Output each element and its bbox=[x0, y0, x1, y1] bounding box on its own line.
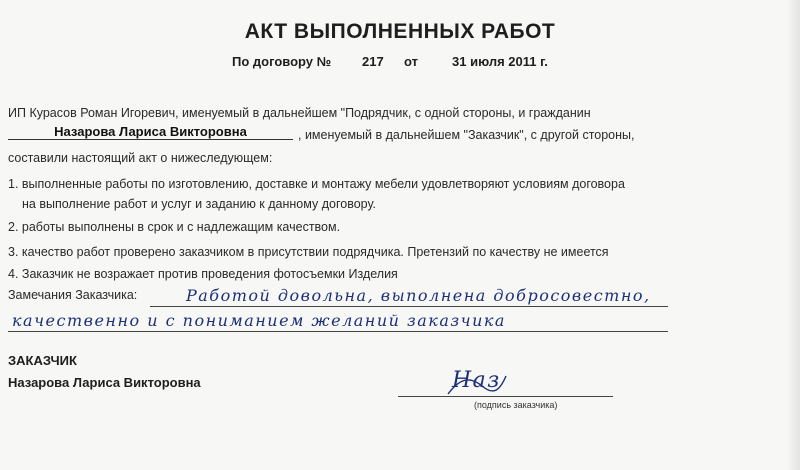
remarks-rule-1 bbox=[150, 306, 668, 307]
contract-prefix: По договору № bbox=[232, 54, 332, 69]
intro-line-3: составили настоящий акт о нижеследующем: bbox=[8, 151, 273, 165]
signature-rule bbox=[398, 396, 613, 397]
customer-heading: ЗАКАЗЧИК bbox=[8, 353, 77, 368]
remarks-rule-2 bbox=[8, 331, 668, 332]
customer-name: Назарова Лариса Викторовна bbox=[8, 375, 201, 390]
document-title: АКТ ВЫПОЛНЕННЫХ РАБОТ bbox=[244, 20, 556, 43]
scan-edge-shadow bbox=[786, 0, 800, 470]
contract-from: от bbox=[404, 54, 418, 69]
intro-line-2-tail: , именуемый в дальнейшем "Заказчик", с другой стороны, bbox=[298, 128, 635, 142]
item-1: 1. выполненные работы по изготовлению, доставке и монтажу мебели удовлетворяют условиям договора bbox=[8, 177, 625, 191]
contract-date: 31 июля 2011 г. bbox=[452, 54, 548, 69]
handwritten-signature: Наз bbox=[452, 368, 501, 393]
intro-line-1: ИП Курасов Роман Игоревич, именуемый в дальнейшем "Подрядчик, с одной стороны, и гражданин bbox=[8, 106, 591, 120]
remarks-handwritten-line-2: качественно и с пониманием желаний заказчика bbox=[12, 311, 506, 330]
remarks-handwritten-line-1: Работой довольна, выполнена добросовестно, bbox=[186, 286, 651, 305]
item-4: 4. Заказчик не возражает против проведения фотосъемки Изделия bbox=[8, 267, 398, 281]
item-1-continued: на выполнение работ и услуг и заданию к данному договору. bbox=[22, 197, 376, 211]
item-2: 2. работы выполнены в срок и с надлежащим качеством. bbox=[8, 220, 341, 234]
contract-number: 217 bbox=[362, 54, 384, 69]
signature-flourish bbox=[440, 372, 510, 398]
signature-caption: (подпись заказчика) bbox=[474, 400, 558, 410]
item-3: 3. качество работ проверено заказчиком в присутствии подрядчика. Претензий по качеству не имеется bbox=[8, 245, 609, 259]
remarks-label: Замечания Заказчика: bbox=[8, 288, 138, 302]
customer-name-field: Назарова Лариса Викторовна bbox=[8, 124, 293, 140]
